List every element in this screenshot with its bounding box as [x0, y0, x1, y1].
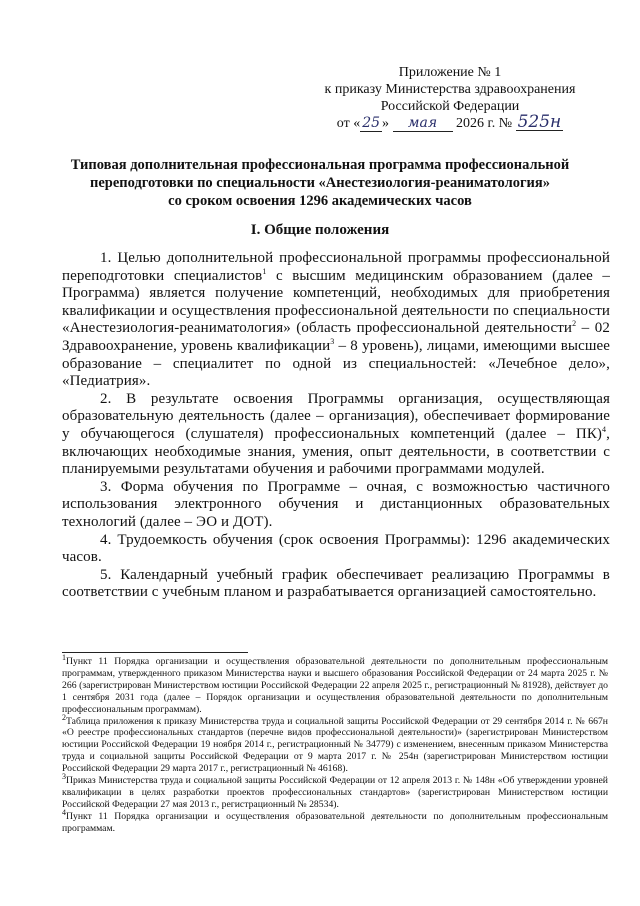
handwritten-day: 25 — [362, 115, 381, 131]
order-date-number: от « 25 » мая 2026 г. № 525н — [336, 112, 562, 132]
order-reference: к приказу Министерства здравоохранения — [324, 82, 576, 97]
footnote-ref: 4 — [602, 424, 607, 434]
footnote-ref: 1 — [262, 266, 267, 276]
footnote-2: $^2$Таблица приложения к приказу Министерства труда и социальной защиты Российской Федерации от 29 сентября 2014 г. № 667н «О реестре профессиональных стандартов (перечне видов профессиональной деятельности)» (зарегистрирован Министерством юстиции Российской Федерации 19 ноября 2014 г., регистрационный № 34779) с изменением, внесенным приказом Министерства труда и социальной защиты Российской Федерации от 9 марта 2017 г. № 254н (зарегистрирован Министерством юстиции Российской Федерации 29 марта 2017 г., регистрационный № 46168). — [62, 712, 608, 775]
footnote-1: $^1$Пункт 11 Порядка организации и осуществления образовательной деятельности по дополнительным профессиональным программам, утвержденного приказом Министерства науки и высшего образования Российской Федерации от 24 марта 2025 г. № 266 (зарегистрирован Министерством юстиции Российской Федерации 22 апреля 2025 г., регистрационный № 81928), действует до 1 сентября 2031 года (далее – Порядок организации и осуществления образовательной деятельности по дополнительным профессиональным программам). — [62, 652, 608, 715]
ministry-country: Российской Федерации — [380, 99, 520, 114]
paragraph-2: 2. В результате освоения Программы организация, осуществляющая образовательную деятельность (далее – организация), обеспечивает формирование у обучающегося (слушателя) профессиональных компетенций (далее – ПК)$^4$, включающих необходимые знания, умения, опыт деятельности, в соответствии с планируемыми результатами обучения и рабочими программами модулей. — [62, 390, 610, 478]
footnote-3: $^3$Приказ Министерства труда и социальной защиты Российской Федерации от 12 апреля 2013 г. № 148н «Об утверждении уровней квалификации в целях разработки проектов профессиональных стандартов» (зарегистрирован Министерством юстиции Российской Федерации 27 мая 2013 г., регистрационный № 28534). — [62, 771, 608, 810]
footnotes — [62, 652, 608, 835]
handwritten-month: мая — [393, 116, 453, 132]
paragraph-3: 3. Форма обучения по Программе – очная, с возможностью частичного использования электронного обучения и дистанционных образовательных технологий (далее – ЭО и ДОТ). — [62, 478, 610, 530]
footnote-ref: 2 — [572, 319, 577, 329]
appendix-number: Приложение № 1 — [398, 65, 502, 80]
appendix-header — [300, 64, 600, 132]
paragraph-1: 1. Целью дополнительной профессиональной программы профессиональной переподготовки специалистов$^1$ с высшим медицинским образованием (далее – Программа) является получение компетенций, необходимых для приобретения квалификации и осуществления профессиональной деятельности по специальности «Анестезиология-реаниматология» (область профессиональной деятельности$^2$ – 02 Здравоохранение, уровень квалификации$^3$ – 8 уровень), лицами, имеющими высшее образование – специалитет по одной из специальностей: «Лечебное дело», «Педиатрия». — [62, 250, 610, 390]
paragraph-5: 5. Календарный учебный график обеспечивает реализацию Программы в соответствии с учебным планом и разрабатывается организацией самостоятельно. — [62, 566, 610, 601]
footnote-4: $^4$Пункт 11 Порядка организации и осуществления образовательной деятельности по дополнительным профессиональным программам. — [62, 807, 608, 834]
program-title: Типовая дополнительная профессиональная программа профессиональной переподготовки по специальности «Анестезиология-реаниматология» со сроком освоения 1296 академических часов — [70, 157, 570, 209]
section-heading: I. Общие положения — [250, 222, 390, 238]
footnote-ref: 3 — [330, 336, 335, 346]
footnote-divider — [62, 652, 248, 653]
paragraph-4: 4. Трудоемкость обучения (срок освоения Программы): 1296 академических часов. — [62, 531, 610, 566]
handwritten-order-number: 525н — [517, 112, 562, 132]
document-body — [62, 250, 610, 602]
